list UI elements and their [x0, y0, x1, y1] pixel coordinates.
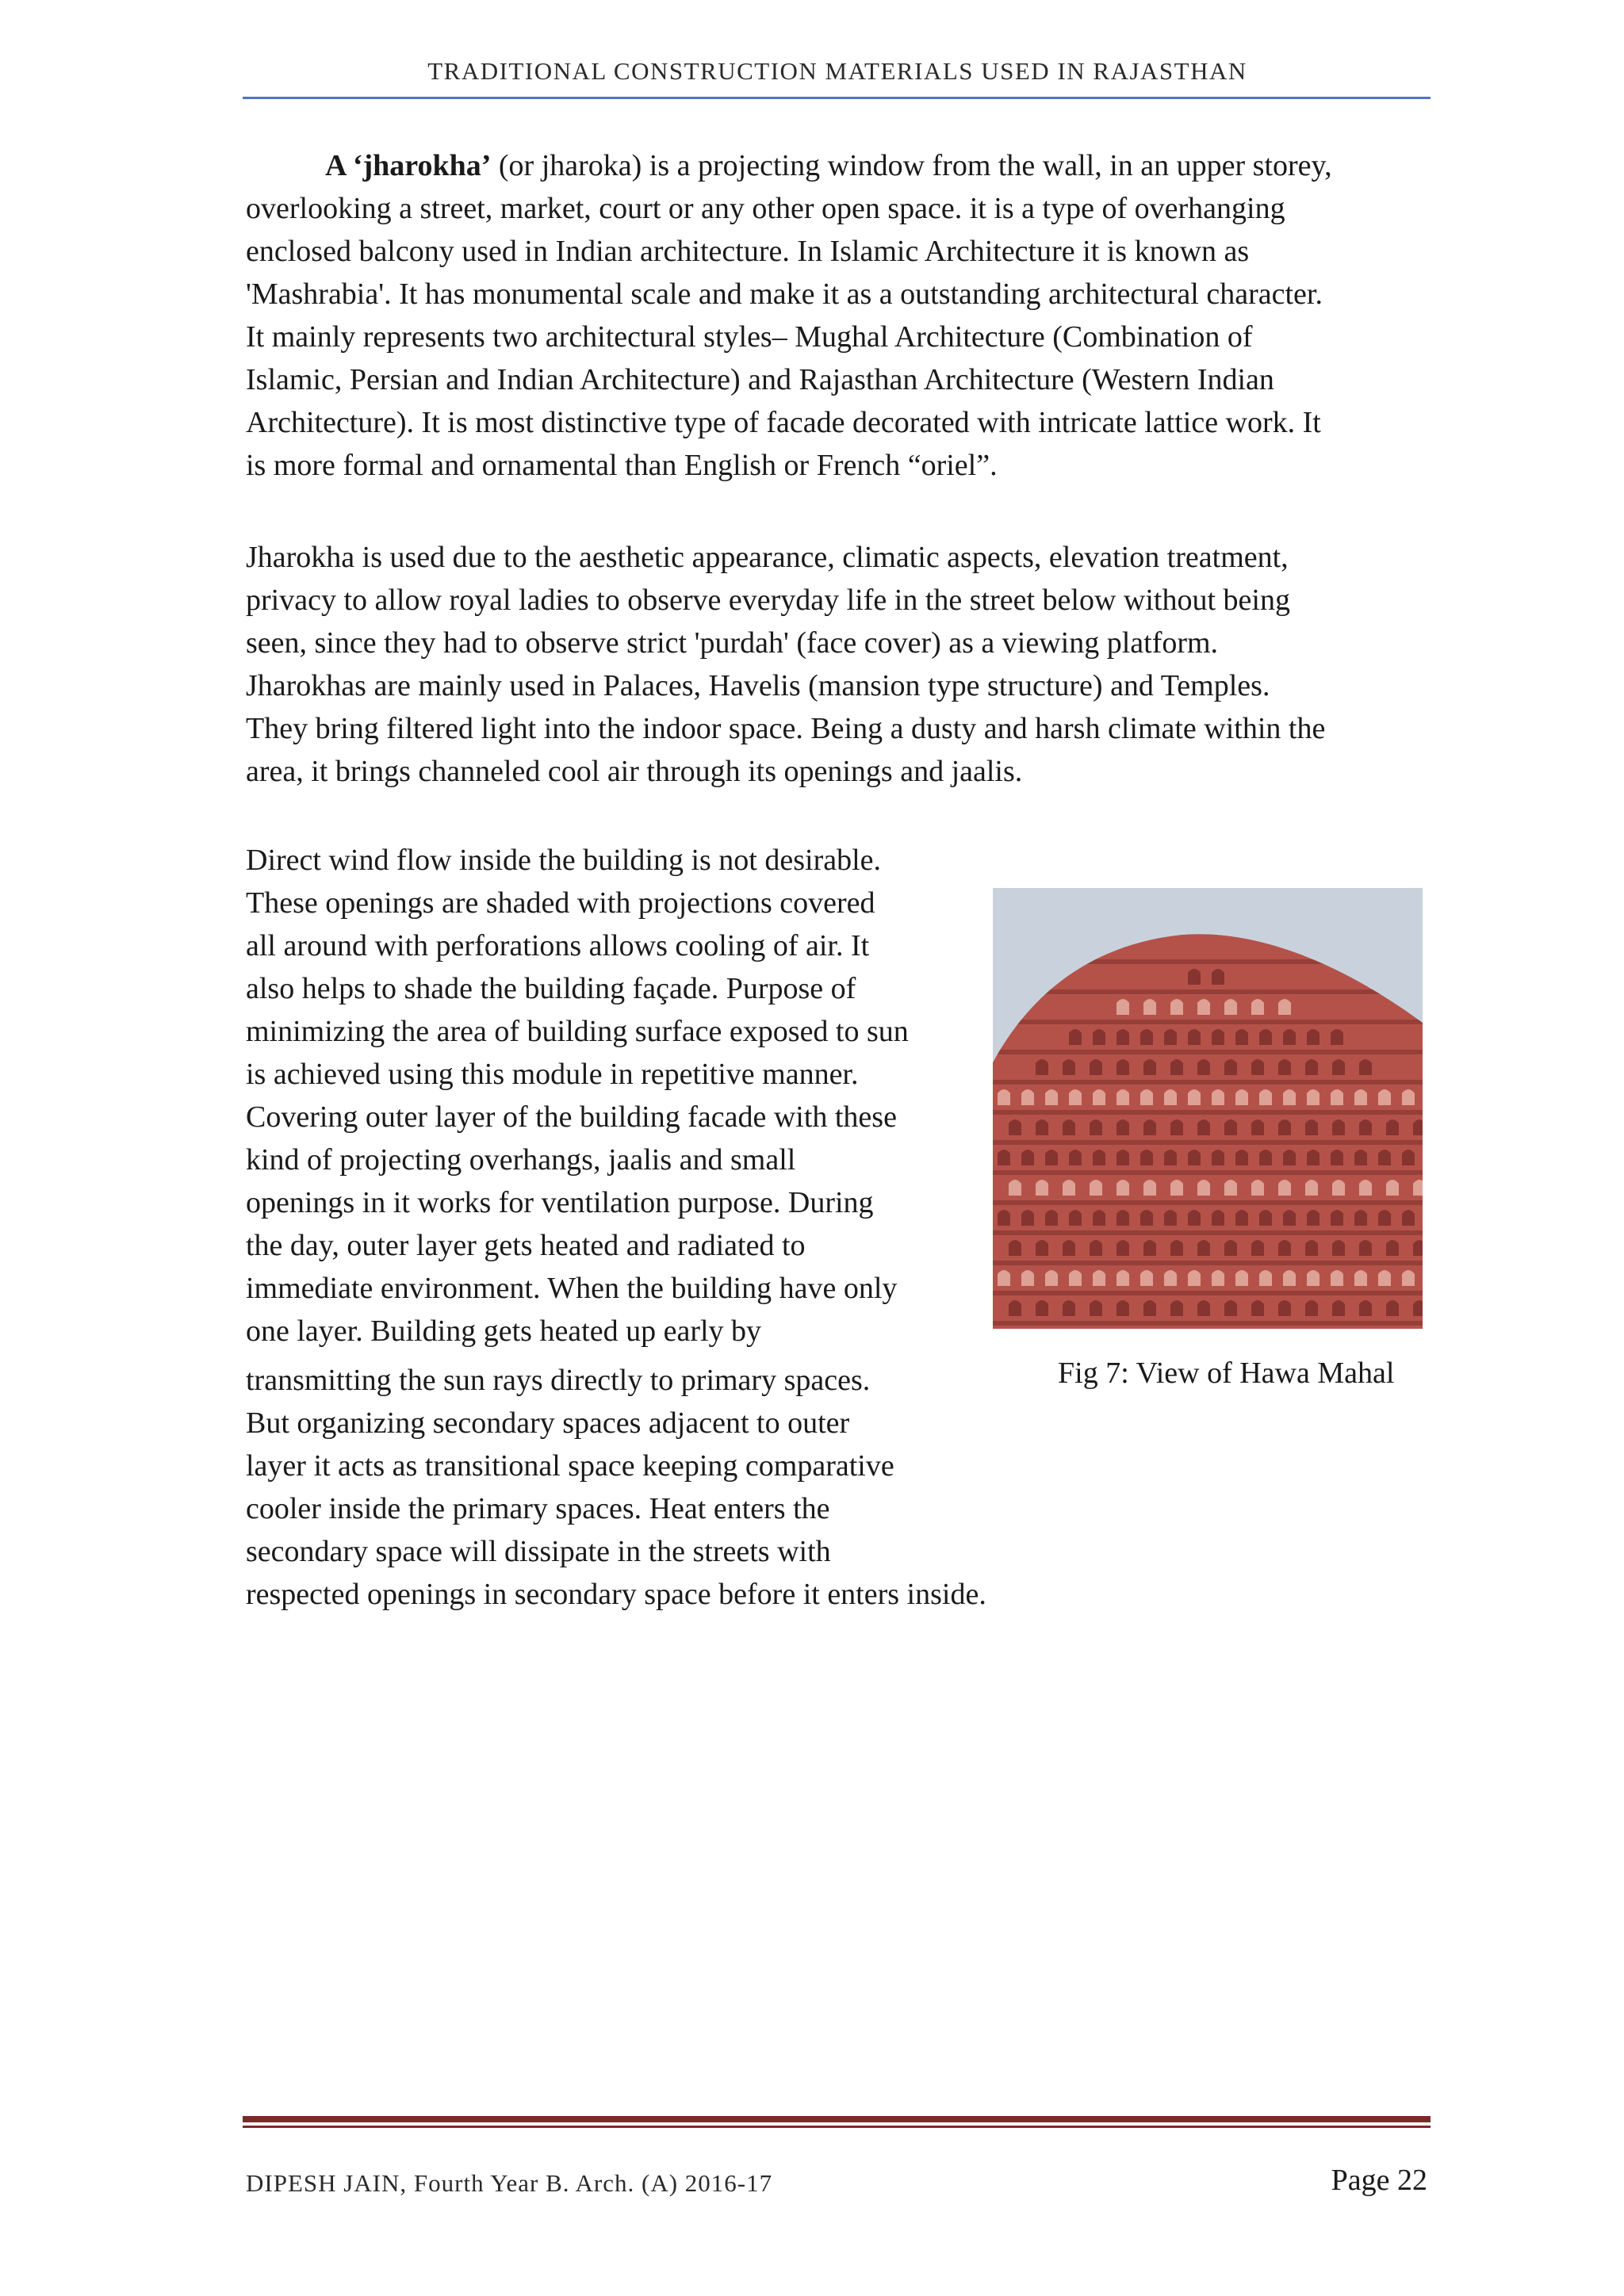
paragraph-line: the day, outer layer gets heated and radiated to [246, 1229, 806, 1262]
jharokha-window [1021, 1089, 1034, 1105]
jharokha-window [1063, 1240, 1075, 1256]
jharokha-window [1332, 1300, 1345, 1316]
jharokha-window [1116, 1089, 1129, 1105]
paragraph-line: transmitting the sun rays directly to primary spaces. [246, 1364, 871, 1397]
jharokha-window [1170, 1059, 1183, 1075]
facade-cornice [993, 1110, 1423, 1115]
jharokha-window [1090, 1300, 1102, 1316]
paragraph-line: Covering outer layer of the building facade with these [246, 1100, 897, 1134]
jharokha-window [1402, 1270, 1415, 1286]
jharokha-window [1164, 1270, 1177, 1286]
page-number: Page 22 [1331, 2164, 1427, 2197]
jharokha-window [1140, 1089, 1153, 1105]
jharokha-window [1278, 1119, 1291, 1135]
jharokha-window [1116, 1270, 1129, 1286]
jharokha-window [1305, 1119, 1318, 1135]
jharokha-window [1212, 1150, 1224, 1165]
jharokha-window [998, 1150, 1010, 1165]
jharokha-window [1069, 1029, 1082, 1045]
jharokha-window [1259, 1150, 1272, 1165]
jharokha-window [1331, 1210, 1343, 1226]
jharokha-window [1235, 1210, 1248, 1226]
facade-cornice [993, 1170, 1423, 1175]
jharokha-window [1140, 1150, 1153, 1165]
jharokha-window [1359, 1180, 1372, 1196]
jharokha-window [1224, 1300, 1237, 1316]
jharokha-window [1331, 1270, 1343, 1286]
jharokha-window [1278, 1180, 1291, 1196]
paragraph-line: Architecture). It is most distinctive type of facade decorated with intricate lattice work. It [246, 406, 1321, 439]
running-header-title: TRADITIONAL CONSTRUCTION MATERIALS USED IN RAJASTHAN [427, 57, 1247, 85]
jharokha-window [1116, 1210, 1129, 1226]
figure-caption: Fig 7: View of Hawa Mahal [1058, 1357, 1395, 1390]
jharokha-window [1197, 1300, 1210, 1316]
jharokha-window [1021, 1150, 1034, 1165]
jharokha-window [1212, 1210, 1224, 1226]
jharokha-window [1212, 1029, 1224, 1045]
jharokha-window [1378, 1270, 1391, 1286]
paragraph-line: area, it brings channeled cool air through its openings and jaalis. [246, 755, 1023, 788]
jharokha-window [1224, 1180, 1237, 1196]
paragraph-line: It mainly represents two architectural styles– Mughal Architecture (Combination of [246, 320, 1253, 354]
footer-rule-thick [243, 2116, 1431, 2122]
jharokha-window [1140, 1029, 1153, 1045]
jharokha-window [1386, 1300, 1399, 1316]
jharokha-window [1332, 1240, 1345, 1256]
hawa-mahal-photo [993, 888, 1423, 1329]
paragraph-line: kind of projecting overhangs, jaalis and small [246, 1143, 796, 1177]
jharokha-window [1143, 1180, 1156, 1196]
jharokha-window [1170, 1119, 1183, 1135]
paragraph-line: one layer. Building gets heated up early by [246, 1314, 762, 1348]
jharokha-window [1069, 1150, 1082, 1165]
lead-term-text: A ‘jharokha’ [325, 149, 492, 182]
jharokha-window [1402, 1210, 1415, 1226]
jharokha-window [1212, 1089, 1224, 1105]
jharokha-window [1278, 1240, 1291, 1256]
jharokha-window [1140, 1270, 1153, 1286]
jharokha-window [1188, 1029, 1201, 1045]
jharokha-window [1090, 1059, 1102, 1075]
jharokha-window [1021, 1210, 1034, 1226]
jharokha-window [1251, 1240, 1264, 1256]
jharokha-window [1332, 1059, 1345, 1075]
jharokha-window [1359, 1119, 1372, 1135]
facade-cornice [993, 1080, 1423, 1085]
jharokha-window [1235, 1270, 1248, 1286]
jharokha-window [1331, 1029, 1343, 1045]
jharokha-window [1164, 1089, 1177, 1105]
jharokha-window [998, 1089, 1010, 1105]
jharokha-window [1188, 1270, 1201, 1286]
jharokha-window [1307, 1089, 1320, 1105]
paragraph-line: cooler inside the primary spaces. Heat enters the [246, 1492, 830, 1525]
facade-cornice [993, 989, 1423, 994]
jharokha-window [1093, 1270, 1105, 1286]
facade-cornice [993, 1291, 1423, 1295]
paragraph-line: privacy to allow royal ladies to observe everyday life in the street below without being [246, 584, 1290, 617]
jharokha-window [1307, 1029, 1320, 1045]
paragraph-line: layer it acts as transitional space keeping comparative [246, 1449, 894, 1483]
jharokha-window [1093, 1089, 1105, 1105]
jharokha-window [1331, 1150, 1343, 1165]
facade-cornice [993, 1200, 1423, 1205]
jharokha-window [1069, 1210, 1082, 1226]
jharokha-window [1116, 1150, 1129, 1165]
paragraph-line: 'Mashrabia'. It has monumental scale and make it as a outstanding architectural character. [246, 277, 1323, 311]
paragraph-line: secondary space will dissipate in the streets with [246, 1535, 831, 1568]
jharokha-window [1116, 1300, 1129, 1316]
jharokha-window [1197, 1180, 1210, 1196]
jharokha-window [1354, 1089, 1367, 1105]
jharokha-window [1212, 969, 1224, 985]
paragraph-line: Jharokha is used due to the aesthetic appearance, climatic aspects, elevation treatment, [246, 541, 1289, 574]
jharokha-window [1197, 1059, 1210, 1075]
jharokha-window [1093, 1210, 1105, 1226]
hawa-mahal-illustration [993, 888, 1423, 1329]
jharokha-window [1212, 1270, 1224, 1286]
jharokha-window [998, 1210, 1010, 1226]
jharokha-window [1251, 999, 1264, 1015]
jharokha-window [1188, 1210, 1201, 1226]
jharokha-window [1278, 999, 1291, 1015]
jharokha-window [1197, 1119, 1210, 1135]
jharokha-window [1307, 1270, 1320, 1286]
jharokha-window [1188, 1150, 1201, 1165]
facade-cornice [993, 1321, 1423, 1326]
facade-cornice [993, 1230, 1423, 1235]
jharokha-window [1093, 1150, 1105, 1165]
footer-author: DIPESH JAIN, Fourth Year B. Arch. (A) 2016-17 [246, 2169, 773, 2197]
jharokha-window [1116, 1059, 1129, 1075]
facade-cornice [993, 1261, 1423, 1265]
jharokha-window [1036, 1180, 1048, 1196]
jharokha-window [1009, 1300, 1021, 1316]
header-rule [243, 97, 1431, 99]
jharokha-window [1116, 1180, 1129, 1196]
jharokha-window [1116, 1240, 1129, 1256]
paragraph-line: openings in it works for ventilation purpose. During [246, 1186, 874, 1219]
jharokha-window [1164, 1029, 1177, 1045]
jharokha-window [1283, 1029, 1296, 1045]
jharokha-window [1045, 1210, 1058, 1226]
jharokha-window [1021, 1270, 1034, 1286]
jharokha-window [1045, 1089, 1058, 1105]
jharokha-window [1090, 1180, 1102, 1196]
paragraph-line: is achieved using this module in repetitive manner. [246, 1058, 859, 1091]
jharokha-window [1143, 1059, 1156, 1075]
jharokha-window [1009, 1180, 1021, 1196]
paragraph-line: also helps to shade the building façade. Purpose of [246, 972, 856, 1005]
jharokha-window [1259, 1210, 1272, 1226]
jharokha-window [1036, 1119, 1048, 1135]
paragraph-line: Direct wind flow inside the building is not desirable. [246, 844, 882, 877]
jharokha-window [1251, 1180, 1264, 1196]
jharokha-window [1009, 1240, 1021, 1256]
paragraph-line: But organizing secondary spaces adjacent to outer [246, 1406, 850, 1440]
jharokha-window [1164, 1210, 1177, 1226]
lead-term [325, 149, 491, 182]
paragraph-line: enclosed balcony used in Indian architecture. In Islamic Architecture it is known as [246, 235, 1250, 268]
paragraph-line: immediate environment. When the building have only [246, 1272, 898, 1305]
jharokha-window [1354, 1210, 1367, 1226]
jharokha-window [1170, 999, 1183, 1015]
jharokha-window [1197, 1240, 1210, 1256]
jharokha-window [1386, 1240, 1399, 1256]
jharokha-window [1283, 1210, 1296, 1226]
jharokha-window [1143, 1240, 1156, 1256]
jharokha-window [1305, 1059, 1318, 1075]
jharokha-window [1090, 1240, 1102, 1256]
jharokha-window [1386, 1180, 1399, 1196]
paragraph-line: They bring filtered light into the indoor space. Being a dusty and harsh climate within the [246, 712, 1326, 745]
jharokha-window [1378, 1210, 1391, 1226]
jharokha-window [1036, 1240, 1048, 1256]
jharokha-window [1251, 1119, 1264, 1135]
jharokha-window [1009, 1119, 1021, 1135]
jharokha-window [1170, 1300, 1183, 1316]
jharokha-window [1045, 1150, 1058, 1165]
jharokha-window [1090, 1119, 1102, 1135]
jharokha-window [1378, 1089, 1391, 1105]
jharokha-window [1307, 1150, 1320, 1165]
jharokha-window [1259, 1270, 1272, 1286]
jharokha-window [1143, 1300, 1156, 1316]
jharokha-window [1359, 1059, 1372, 1075]
jharokha-window [1259, 1089, 1272, 1105]
jharokha-window [1224, 999, 1237, 1015]
footer-rule-thin [243, 2126, 1431, 2128]
jharokha-window [1224, 1119, 1237, 1135]
jharokha-window [1069, 1089, 1082, 1105]
jharokha-window [1378, 1150, 1391, 1165]
paragraph-line: is more formal and ornamental than English or French “oriel”. [246, 449, 998, 482]
jharokha-window [1045, 1270, 1058, 1286]
jharokha-window [1188, 1089, 1201, 1105]
jharokha-window [1359, 1300, 1372, 1316]
jharokha-window [1116, 999, 1129, 1015]
jharokha-window [1224, 1240, 1237, 1256]
jharokha-window [1235, 1089, 1248, 1105]
jharokha-window [1332, 1180, 1345, 1196]
paragraph-line [325, 144, 1332, 187]
jharokha-window [1332, 1119, 1345, 1135]
jharokha-window [1143, 999, 1156, 1015]
jharokha-window [1143, 1119, 1156, 1135]
paragraph-line: minimizing the area of building surface exposed to sun [246, 1015, 909, 1048]
jharokha-window [1402, 1150, 1415, 1165]
jharokha-window [1359, 1240, 1372, 1256]
jharokha-window [1116, 1029, 1129, 1045]
paragraph-line: seen, since they had to observe strict 'purdah' (face cover) as a viewing platform. [246, 626, 1219, 660]
jharokha-window [1063, 1300, 1075, 1316]
paragraph-line: respected openings in secondary space before it enters inside. [246, 1578, 986, 1611]
jharokha-window [1278, 1059, 1291, 1075]
jharokha-window [1331, 1089, 1343, 1105]
jharokha-window [1069, 1270, 1082, 1286]
jharokha-window [1278, 1300, 1291, 1316]
jharokha-window [1307, 1210, 1320, 1226]
facade-cornice [993, 1020, 1423, 1024]
jharokha-window [1063, 1119, 1075, 1135]
jharokha-window [1305, 1300, 1318, 1316]
jharokha-window [1402, 1089, 1415, 1105]
jharokha-window [1116, 1119, 1129, 1135]
jharokha-window [1093, 1029, 1105, 1045]
jharokha-window [1170, 1180, 1183, 1196]
facade-cornice [993, 1050, 1423, 1054]
jharokha-window [1305, 1180, 1318, 1196]
jharokha-window [1235, 1029, 1248, 1045]
jharokha-window [1354, 1150, 1367, 1165]
facade-cornice [993, 1140, 1423, 1145]
jharokha-window [1283, 1270, 1296, 1286]
jharokha-window [1170, 1240, 1183, 1256]
paragraph-line: Islamic, Persian and Indian Architecture) and Rajasthan Architecture (Western Indian [246, 363, 1274, 396]
jharokha-window [1283, 1150, 1296, 1165]
paragraph-line: Jharokhas are mainly used in Palaces, Havelis (mansion type structure) and Temples. [246, 669, 1270, 702]
paragraph-line: overlooking a street, market, court or any other open space. it is a type of overhanging [246, 192, 1285, 225]
jharokha-window [1251, 1059, 1264, 1075]
jharokha-window [1354, 1270, 1367, 1286]
jharokha-window [1283, 1089, 1296, 1105]
jharokha-window [1164, 1150, 1177, 1165]
jharokha-window [1197, 999, 1210, 1015]
jharokha-window [1036, 1059, 1048, 1075]
jharokha-window [1063, 1180, 1075, 1196]
jharokha-window [1305, 1240, 1318, 1256]
paragraph-line: all around with perforations allows cooling of air. It [246, 929, 870, 962]
jharokha-window [998, 1270, 1010, 1286]
jharokha-window [1224, 1059, 1237, 1075]
jharokha-window [1235, 1150, 1248, 1165]
jharokha-window [1063, 1059, 1075, 1075]
paragraph-line: These openings are shaded with projections covered [246, 886, 875, 920]
jharokha-window [1036, 1300, 1048, 1316]
jharokha-window [1188, 969, 1201, 985]
jharokha-window [1259, 1029, 1272, 1045]
jharokha-window [1386, 1119, 1399, 1135]
jharokha-window [1251, 1300, 1264, 1316]
jharokha-window [1140, 1210, 1153, 1226]
paragraph-line-text: (or jharoka) is a projecting window from the wall, in an upper storey, [498, 149, 1332, 182]
